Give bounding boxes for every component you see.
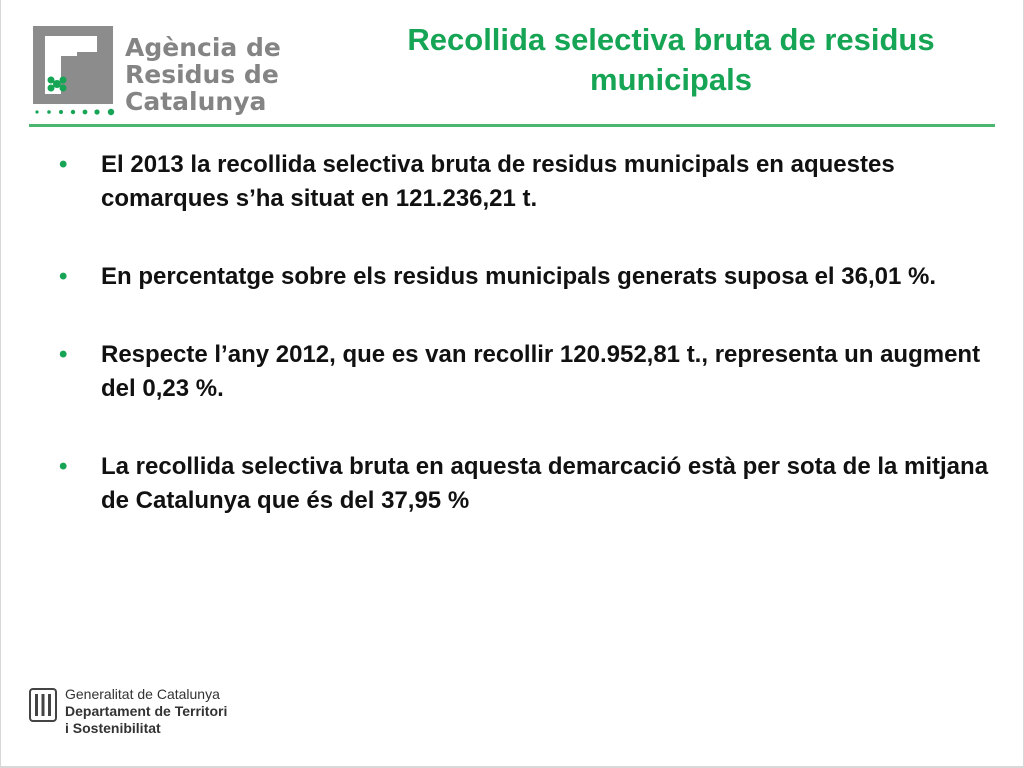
- bullet-text: El 2013 la recollida selectiva bruta de residus municipals en aquestes comarques s’ha situat en 121.236,21 t.: [101, 151, 895, 212]
- bullet-item: [59, 260, 989, 294]
- bullet-list: [59, 148, 989, 562]
- footer-line-2: Departament de Territori: [65, 703, 228, 719]
- logo-line-3: Catalunya: [125, 87, 267, 116]
- title-divider: [29, 124, 995, 127]
- generalitat-emblem-icon: [29, 688, 57, 722]
- footer-text: [65, 686, 227, 737]
- footer-line-3: i Sostenibilitat: [65, 720, 161, 736]
- bullet-item: [59, 450, 989, 518]
- logo-dots-icon: [33, 108, 123, 116]
- bullet-icon: •: [59, 453, 68, 480]
- bullet-icon: •: [59, 263, 68, 290]
- logo-line-1: Agència de: [125, 33, 281, 62]
- bullet-item: [59, 338, 989, 406]
- bullet-text: Respecte l’any 2012, que es van recollir 120.952,81 t., representa un augment del 0,23 %.: [101, 341, 981, 402]
- agency-logo-mark-icon: [33, 26, 113, 104]
- footer-logo: [29, 686, 329, 746]
- agency-logo: [33, 26, 281, 116]
- bullet-text: En percentatge sobre els residus municipals generats suposa el 36,01 %.: [101, 263, 936, 290]
- bullet-icon: •: [59, 151, 68, 178]
- bullet-item: [59, 148, 989, 216]
- logo-line-2: Residus de: [125, 60, 279, 89]
- footer-line-1: Generalitat de Catalunya: [65, 686, 220, 702]
- page-title: Recollida selectiva bruta de residus municipals: [407, 22, 935, 97]
- bullet-text: La recollida selectiva bruta en aquesta demarcació està per sota de la mitjana de Catalunya que és del 37,95 %: [101, 453, 989, 514]
- agency-logo-text: [125, 34, 281, 115]
- bullet-icon: •: [59, 341, 68, 368]
